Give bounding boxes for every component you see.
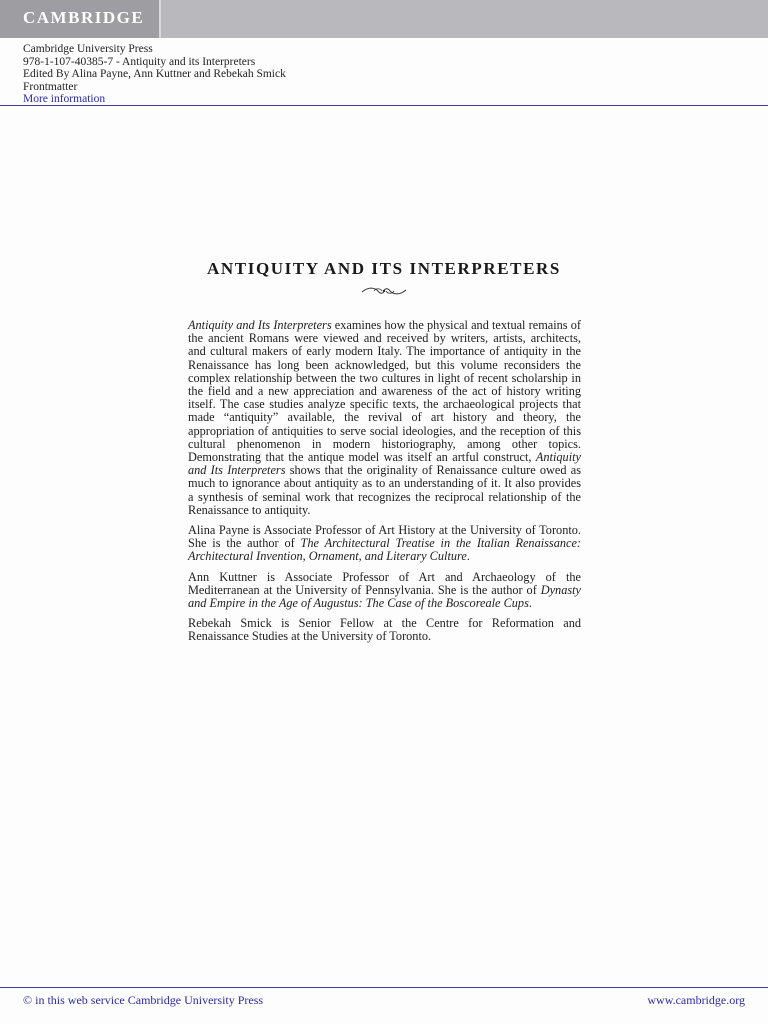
more-information-link[interactable]: More information <box>23 93 106 106</box>
summary-paragraph: Antiquity and Its Interpreters examines how the physical and textual remains of the ancient Romans were viewed and received by writers, artists, architects, and cultural makers of early modern Italy. The importance of antiquity in the Renaissance has long been acknowledged, but this volume reconsiders the complex relationship between the two cultures in light of recent scholarship in the field and a new appreciation and awareness of the act of history writing itself. The case studies analyze specific texts, the archaeological projects that made “antiquity” available, the revival of art history and theory, the appropriation of antiquities to serve social ideologies, and the reception of this cultural phenomenon in modern historiography, among other topics. Demonstrating that the antique model was itself an artful construct, Antiquity and Its Interpreters shows that the originality of Renaissance culture owed as much to ignorance about antiquity as to an understanding of it. It also provides a synthesis of seminal work that recognizes the reciprocal relationship of the Renaissance to antiquity. <box>188 318 581 517</box>
editors-line: Edited By Alina Payne, Ann Kuttner and Rebekah Smick <box>23 68 286 81</box>
header-divider <box>0 105 768 106</box>
cambridge-logo: CAMBRIDGE <box>23 8 145 27</box>
copyright-link[interactable]: © in this web service Cambridge University Press <box>23 993 264 1007</box>
section-line: Frontmatter <box>23 80 78 93</box>
ornament-icon <box>360 285 408 297</box>
editor-bio-smick: Rebekah Smick is Senior Fellow at the Centre for Reformation and Renaissance Studies at the University of Toronto. <box>188 616 581 644</box>
title-italic: Antiquity and Its Interpreters <box>188 318 332 332</box>
website-link[interactable]: www.cambridge.org <box>647 993 745 1007</box>
brand-box <box>0 0 161 38</box>
editor-bio-payne: Alina Payne is Associate Professor of Art History at the University of Toronto. She is the author of The Architectural Treatise in the Italian Renaissance: Architectural Invention, Ornament, and Literary Culture. <box>188 523 582 564</box>
book-metadata <box>23 43 286 106</box>
book-description <box>188 319 581 651</box>
isbn-line: 978-1-107-40385-7 - Antiquity and its Interpreters <box>23 55 256 68</box>
editor-bio-kuttner: Ann Kuttner is Associate Professor of Art and Archaeology of the Mediterranean at the University of Pennsylvania. She is the author of Dynasty and Empire in the Age of Augustus: The Case of the Boscoreale Cups. <box>188 569 581 611</box>
book-title: ANTIQUITY AND ITS INTERPRETERS <box>207 259 561 278</box>
footer-divider <box>0 987 768 988</box>
title-italic: Antiquity and Its Interpreters <box>188 450 581 478</box>
publisher-line: Cambridge University Press <box>23 43 153 55</box>
top-banner <box>0 0 768 38</box>
